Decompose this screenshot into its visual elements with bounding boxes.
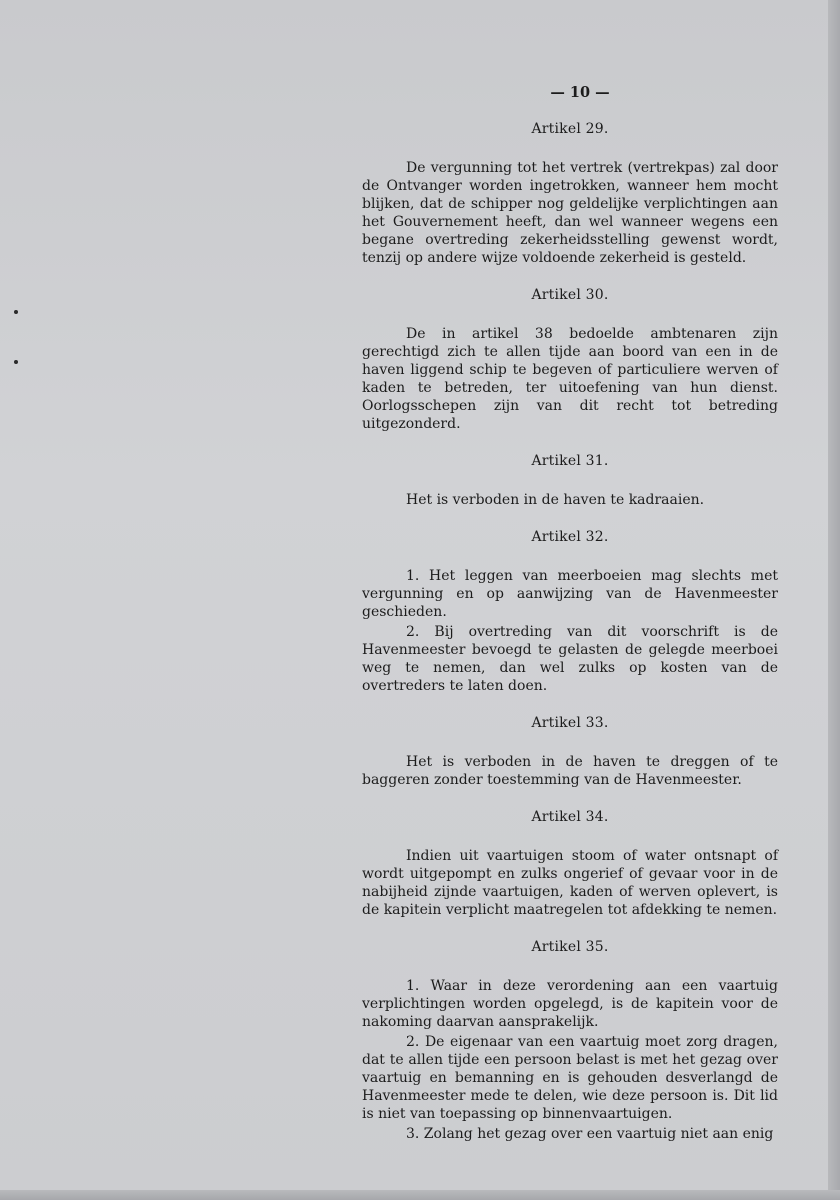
article-30 — [362, 287, 778, 433]
article-33 — [362, 715, 778, 789]
article-34 — [362, 809, 778, 919]
article-35 — [362, 939, 778, 1143]
article-title: Artikel 34. — [531, 809, 609, 825]
article-title: Artikel 35. — [531, 939, 609, 955]
article-paragraph: 2. Bij overtreding van dit voorschrift is de Havenmeester bevoegd te gelasten de gelegde meerboei weg te nemen, dan wel zulks op kosten van de overtreders te laten doen. — [362, 624, 778, 694]
article-paragraph: 3. Zolang het gezag over een vaartuig niet aan enig — [406, 1126, 774, 1142]
article-paragraph: Indien uit vaartuigen stoom of water ontsnapt of wordt uitgepompt en zulks ongerief of gevaar voor in de nabijheid zijnde vaartuigen, kaden of werven oplevert, is de kapitein verplicht maatregelen tot afdekking te nemen. — [362, 848, 778, 918]
article-29 — [362, 121, 778, 267]
article-paragraph: 2. De eigenaar van een vaartuig moet zorg dragen, dat te allen tijde een persoon belast is met het gezag over vaartuig en bemanning en is gehouden desverlangd de Havenmeester mede te delen, wie deze persoon is. Dit lid is niet van toepassing op binnenvaartuigen. — [362, 1034, 778, 1122]
article-paragraph: 1. Het leggen van meerboeien mag slechts met vergunning en op aanwijzing van de Havenmeester geschieden. — [362, 568, 778, 620]
article-paragraph: De vergunning tot het vertrek (vertrekpas) zal door de Ontvanger worden ingetrokken, wanneer hem mocht blijken, dat de schipper nog geldelijke verplichtingen aan het Gouvernement heeft, dan wel wanneer wegens een begane overtreding zekerheidsstelling gewenst wordt, tenzij op andere wijze voldoende zekerheid is gesteld. — [362, 160, 778, 266]
article-paragraph: Het is verboden in de haven te dreggen of te baggeren zonder toestemming van de Havenmeester. — [362, 754, 778, 788]
margin-mark — [14, 310, 18, 314]
article-31 — [362, 453, 778, 509]
text-column — [362, 84, 778, 1163]
article-32 — [362, 529, 778, 695]
article-title: Artikel 29. — [531, 121, 609, 137]
page-number: — 10 — — [550, 84, 610, 101]
article-title: Artikel 32. — [531, 529, 609, 545]
article-title: Artikel 31. — [531, 453, 609, 469]
article-title: Artikel 33. — [531, 715, 609, 731]
page-edge-right — [828, 0, 840, 1200]
page-edge-bottom — [0, 1190, 840, 1200]
article-title: Artikel 30. — [531, 287, 609, 303]
margin-mark — [14, 360, 18, 364]
article-paragraph: Het is verboden in de haven te kadraaien. — [406, 492, 705, 508]
article-paragraph: 1. Waar in deze verordening aan een vaartuig verplichtingen worden opgelegd, is de kapitein voor de nakoming daarvan aansprakelijk. — [362, 978, 778, 1030]
article-paragraph: De in artikel 38 bedoelde ambtenaren zijn gerechtigd zich te allen tijde aan boord van een in de haven liggend schip te begeven of particuliere werven of kaden te betreden, ter uitoefening van hun dienst. Oorlogsschepen zijn van dit recht tot betreding uitgezonderd. — [362, 326, 778, 432]
